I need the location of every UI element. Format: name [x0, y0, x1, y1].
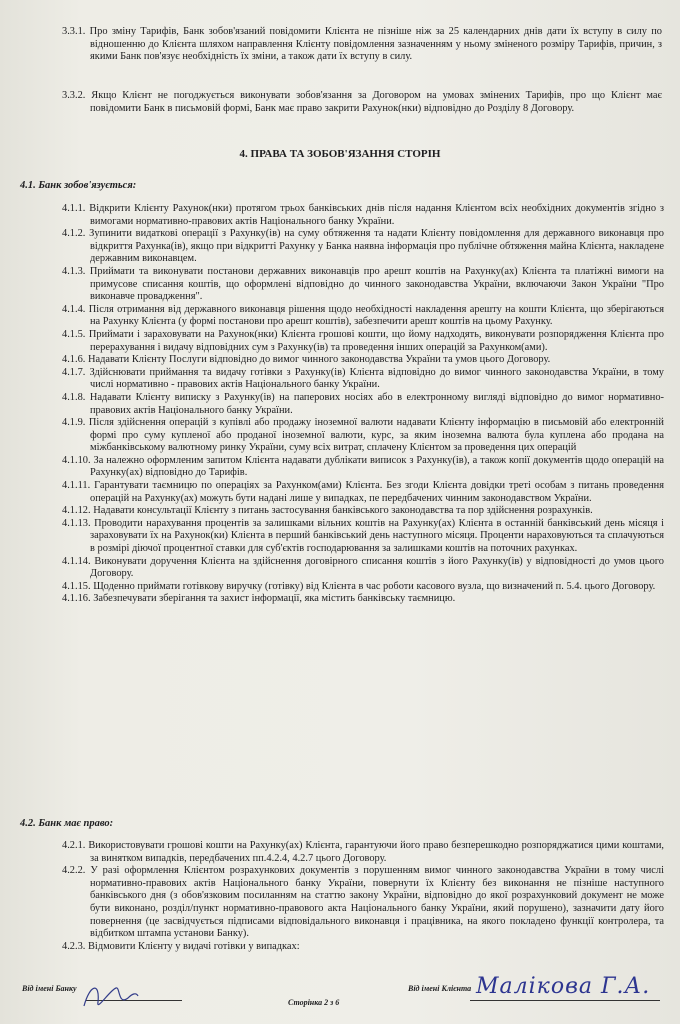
- list-item: [62, 505, 664, 518]
- item-number: 4.1.10.: [62, 454, 91, 466]
- item-number: 4.1.9.: [62, 417, 86, 429]
- footer-bank-label: Від імені Банку: [22, 984, 77, 993]
- list-item: [62, 581, 664, 594]
- list-item: [62, 480, 664, 505]
- list-item: [62, 941, 664, 954]
- item-text: Використовувати грошові кошти на Рахунку(ах) Клієнта, гарантуючи його право безперешкодно розпоряджатися цими коштами, за винятком випадків, передбачених пп.4.2.4, 4.2.7 цього Договору.: [88, 840, 664, 864]
- item-number: 4.1.1.: [62, 203, 86, 214]
- clause-text: Про зміну Тарифів, Банк зобов'язаний повідомити Клієнта не пізніше ніж за 25 календарних днів дати їх вступу в силу по відношенню до Клієнта шляхом направлення Клієнту повідомлення зазначенням у ньому зміненого розміру Тарифів, причин, з якими Банк пов'язує необхідність їх зміни, а також дати їх вступу в силу.: [89, 26, 662, 63]
- item-text: Після здійснення операцій з купівлі або продажу іноземної валюти надавати Клієнту інформацію в письмовій або електронній формі про суму купленої або проданої іноземної валюти, курс, за яким іноземна валюта була куплена або продана на міжбанківському валютному ринку України, суму всіх витрат, сплачену Клієнтом за проведення цих операцій: [88, 417, 664, 454]
- clause-text: Якщо Клієнт не погоджується виконувати зобов'язання за Договором на умовах змінених Тарифів, про що Клієнт має повідомити Банк в письмовій формі, Банк має право закрити Рахунок(нки) відповідно до Розділу 8 Договору.: [90, 90, 662, 114]
- clause-number: 3.3.1.: [62, 26, 86, 37]
- list-item: [62, 556, 664, 581]
- list-item: [62, 266, 664, 304]
- section-title: 4. ПРАВА ТА ЗОБОВ'ЯЗАННЯ СТОРІН: [239, 148, 441, 160]
- list-item: [62, 518, 664, 556]
- item-number: 4.1.13.: [62, 517, 91, 529]
- item-text: Відкрити Клієнту Рахунок(нки) протягом трьох банківських днів після надання Клієнтом всіх необхідних документів згідно з вимогами нормативно-правових актів Національного банку України.: [89, 203, 664, 227]
- list-item: [62, 455, 664, 480]
- item-text: Надавати консультації Клієнту з питань застосування банківського законодавства та пор здійснення розрахунків.: [93, 505, 593, 517]
- list-item: [62, 228, 664, 266]
- item-number: 4.2.2.: [62, 865, 86, 877]
- item-text: Надавати Клієнту виписку з Рахунку(ів) на паперових носіях або в електронному вигляді відповідно до вимог нормативно-правових актів Національного банку України.: [89, 391, 664, 416]
- item-text: У разі оформлення Клієнтом розрахункових документів з порушенням вимог чинного законодавства України в тому числі нормативно-правових актів Національного банку України, повернути їх Клієнту без виконання не пізніше наступного банківського дня (з обов'язковим посиланням на статтю закону України, відповідно до якої розрахунковий документ не може бути виконано, розділ/пункт нормативно-правового акта Національного банку України, який порушено), зазначити дату його повернення (це засвідчується підписами відповідального виконавця і працівника, на якого покладено функції контролера, та відбитком штампа установи Банку).: [90, 865, 664, 940]
- list-item: [62, 392, 664, 417]
- list-4-2: [62, 840, 664, 953]
- item-number: 4.2.3.: [62, 940, 86, 952]
- footer-client-label: Від імені Клієнта: [408, 984, 472, 993]
- item-text: Приймати та виконувати постанови державних виконавців про арешт коштів на Рахунку(ах) Клієнта та платіжні вимоги на примусове списання коштів, що оформлені відповідно до чинного законодавства України, включаючи Закон України "Про виконавче провадження".: [89, 265, 664, 303]
- item-text: Здійснювати приймання та видачу готівки з Рахунку(ів) Клієнта відповідно до вимог чинного законодавства України, в тому числі нормативно - правових актів Національного банку України.: [89, 366, 664, 391]
- subsection-title-4-2: 4.2. Банк має право:: [20, 818, 114, 829]
- item-text: Надавати Клієнту Послуги відповідно до вимог чинного законодавства України та умов цього Договору.: [88, 354, 551, 366]
- client-signature-line: [470, 1000, 660, 1001]
- clause-3-3-1: [62, 26, 662, 64]
- list-item: [62, 865, 664, 941]
- list-item: [62, 840, 664, 865]
- item-number: 4.1.7.: [62, 366, 86, 378]
- bank-signature: [80, 976, 140, 1016]
- item-number: 4.1.8.: [62, 391, 86, 403]
- item-number: 4.1.16.: [62, 593, 91, 605]
- item-number: 4.1.15.: [62, 580, 91, 592]
- item-number: 4.1.11.: [62, 480, 91, 492]
- list-item: [62, 304, 664, 329]
- item-text: Щоденно приймати готівкову виручку (готівку) від Клієнта в час роботи касового вузла, що визначений п. 5.4. цього Договору.: [93, 580, 656, 592]
- item-text: Приймати і зараховувати на Рахунок(нки) Клієнта грошові кошти, що йому надходять, виконувати розпорядження Клієнта про перерахування і видачу відповідних сум з Рахунку(ів) та проведення інших операцій за Рахунком(ами).: [88, 328, 664, 353]
- item-number: 4.1.14.: [62, 555, 91, 567]
- item-text: Відмовити Клієнту у видачі готівки у випадках:: [88, 940, 300, 952]
- item-text: Зупинити видаткові операції з Рахунку(ів) на суму обтяження та надати Клієнту повідомлення для державного виконавця про відкриття Рахунка(ів), якщо при відкритті Рахунку у Банка наявна інформація про публічне обтяження майна Клієнта, накладене державним виконавцем.: [89, 228, 664, 265]
- subsection-title-4-1: 4.1. Банк зобов'язується:: [20, 180, 137, 191]
- item-number: 4.1.6.: [62, 354, 86, 366]
- item-number: 4.1.5.: [62, 328, 86, 340]
- list-4-1: [62, 203, 664, 606]
- list-item: [62, 593, 664, 606]
- item-number: 4.2.1.: [62, 840, 86, 851]
- page-number: Сторінка 2 з 6: [288, 998, 340, 1007]
- item-text: Забезпечувати зберігання та захист інформації, яка містить банківську таємницю.: [93, 593, 456, 605]
- item-number: 4.1.2.: [62, 228, 86, 240]
- list-item: [62, 203, 664, 228]
- list-item: [62, 354, 664, 367]
- item-text: Виконувати доручення Клієнта на здійснення договірного списання коштів з його Рахунку(ів) у відповідності до умов цього Договору.: [90, 555, 664, 580]
- clause-3-3-2: [62, 90, 662, 115]
- item-number: 4.1.4.: [62, 303, 86, 315]
- list-item: [62, 367, 664, 392]
- client-handwritten-signature: Малікова Г.А.: [476, 974, 651, 999]
- clause-number: 3.3.2.: [62, 90, 86, 101]
- item-text: За належно оформленим запитом Клієнта надавати дублікати виписок з Рахунку(ів), а також копії документів щодо операцій на Рахунку(ах) відповідно до Тарифів.: [90, 454, 664, 479]
- item-number: 4.1.3.: [62, 265, 86, 277]
- item-text: Проводити нарахування процентів за залишками вільних коштів на Рахунку(ах) Клієнта в останній банківський день місяця і зараховувати їх на Рахунок(ки) Клієнта в перший банківський день наступного місяця. Проценти нараховуються та сплачуються в розмірі діючої процентної ставки для суб'єктів господарювання за залишками коштів на поточних рахунках.: [90, 517, 664, 555]
- item-number: 4.1.12.: [62, 505, 91, 517]
- list-item: [62, 329, 664, 354]
- list-item: [62, 417, 664, 455]
- item-text: Гарантувати таємницю по операціях за Рахунком(ами) Клієнта. Без згоди Клієнта довідки треті особам з питань проведення операцій на Рахунку(ах) можуть бути надані лише у випадках, пе передбачених чинним законодавством України.: [90, 480, 664, 504]
- item-text: Після отримання від державного виконавця рішення щодо необхідності накладення арешту на кошти Клієнта, що зберігаються на Рахунку Клієнта (у формі постанови про арешт коштів), забезпечити арешт коштів на цьому Рахунку.: [88, 303, 664, 328]
